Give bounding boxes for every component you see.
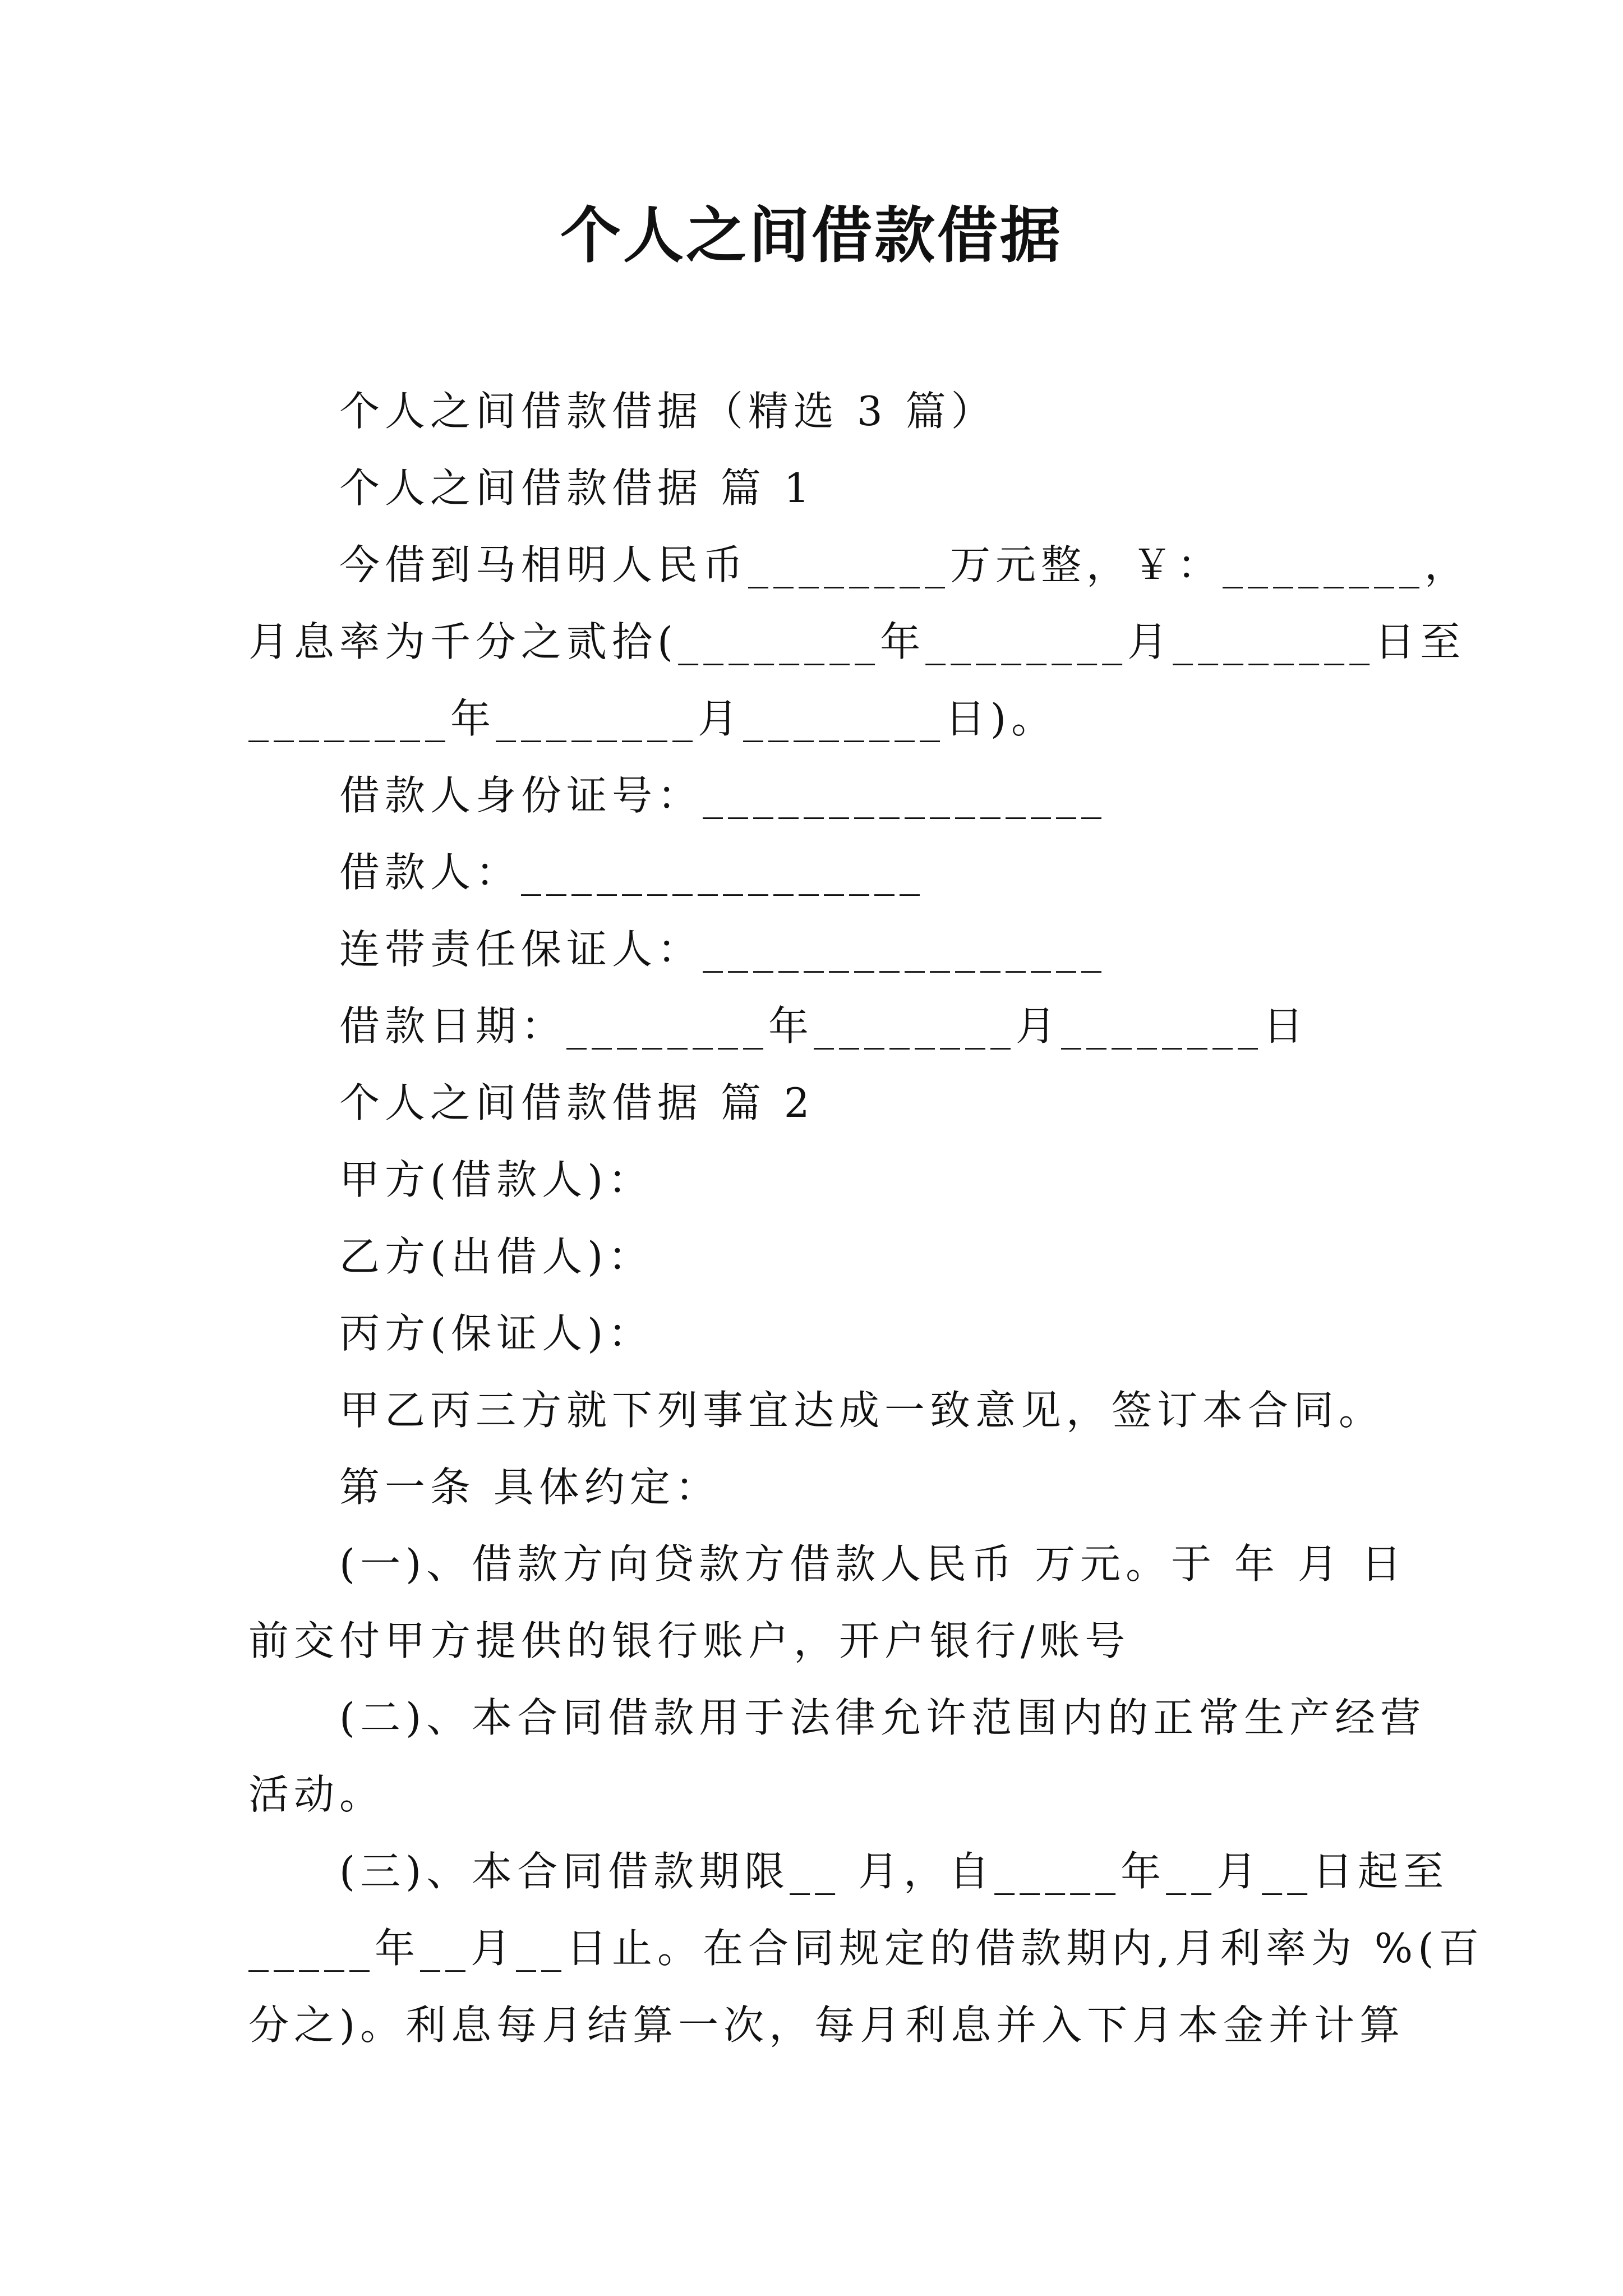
document-line: 分之)。利息每月结算一次，每月利息并入下月本金并计算 xyxy=(248,2001,1405,2049)
document-line: 丙方(保证人)： xyxy=(339,1310,654,1357)
document-line: (一)、借款方向贷款方借款人民币 万元。于 年 月 日 xyxy=(339,1540,1407,1588)
document-line: 前交付甲方提供的银行账户，开户银行/账号 xyxy=(248,1617,1131,1664)
document-line: (三)、本合同借款期限__ 月，自_____年__月__日起至 xyxy=(339,1848,1449,1895)
document-line: 月息率为千分之贰拾(________年________月________日至 xyxy=(248,618,1466,665)
document-line: 借款人：________________ xyxy=(339,849,925,896)
document-line: 借款日期：________年________月________日 xyxy=(339,1002,1309,1050)
document-line: 乙方(出借人)： xyxy=(339,1233,654,1280)
document-line: _____年__月__日止。在合同规定的借款期内,月利率为 %(百 xyxy=(248,1925,1484,1972)
document-line: 活动。 xyxy=(248,1771,385,1818)
document-title: 个人之间借款借据 xyxy=(560,200,1063,271)
document-line: 借款人身份证号：________________ xyxy=(339,772,1107,819)
document-line: 个人之间借款借据 篇 1 xyxy=(339,464,815,512)
document-line: 个人之间借款借据 篇 2 xyxy=(339,1079,815,1126)
document-line: ________年________月________日)。 xyxy=(248,695,1057,742)
document-line: 甲乙丙三方就下列事宜达成一致意见，签订本合同。 xyxy=(339,1387,1385,1434)
document-body xyxy=(248,373,1484,2064)
document-line: 第一条 具体约定： xyxy=(339,1464,721,1511)
document-line: 个人之间借款借据（精选 3 篇） xyxy=(339,388,997,435)
document-line: 今借到马相明人民币________万元整，￥：________， xyxy=(339,541,1470,588)
document-line: (二)、本合同借款用于法律允许范围内的正常生产经营 xyxy=(339,1694,1426,1741)
document-line: 连带责任保证人：________________ xyxy=(339,926,1107,973)
document-line: 甲方(借款人)： xyxy=(339,1156,654,1203)
